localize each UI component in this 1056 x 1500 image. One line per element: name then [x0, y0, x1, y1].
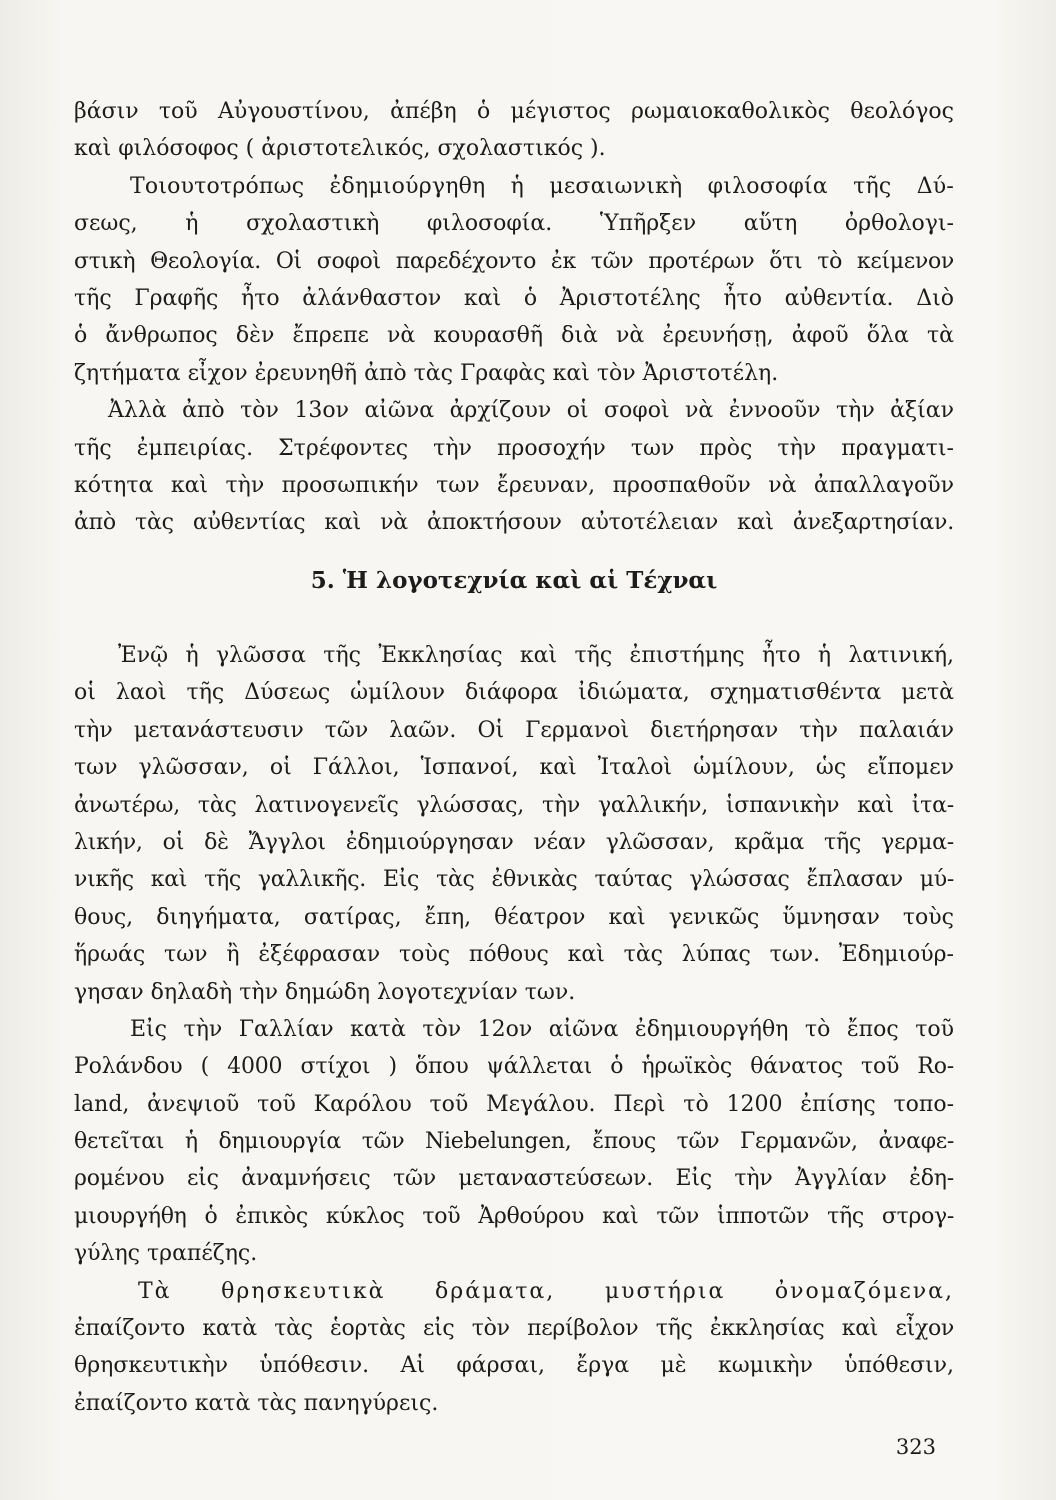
text-line: τὴν μετανάστευσιν τῶν λαῶν. Οἱ Γερμανοὶ διετήρησαν τὴν παλαιάν [74, 717, 954, 743]
text-line: ἐπαίζοντο κατὰ τὰς ἑορτὰς εἰς τὸν περίβολον τῆς ἐκκλησίας καὶ εἶχον [74, 1316, 954, 1342]
page-number: 323 [895, 1435, 936, 1459]
text-line: ἀνωτέρω, τὰς λατινογενεῖς γλώσσας, τὴν γαλλικήν, ἱσπανικὴν καὶ ἰτα- [74, 792, 954, 818]
text-line: καὶ φιλόσοφος ( ἀριστοτελικός, σχολαστικός ). [74, 136, 606, 162]
text-line: Τὰ θρησκευτικὰ δράματα, μυστήρια ὀνομαζόμενα, [138, 1278, 954, 1304]
text-line: γύλης τραπέζης. [74, 1241, 258, 1267]
text-line: ἐπαίζοντο κατὰ τὰς πανηγύρεις. [74, 1390, 439, 1416]
text-line: Ἐνῷ ἡ γλῶσσα τῆς Ἐκκλησίας καὶ τῆς ἐπιστήμης ἦτο ἡ λατινική, [118, 643, 954, 668]
text-line: θετεῖται ἡ δημιουργία τῶν Niebelungen, ἔπους τῶν Γερμανῶν, ἀναφε- [74, 1129, 954, 1155]
body-text-lower [74, 637, 954, 1422]
text-line: ζητήματα εἶχον ἐρευνηθῆ ἀπὸ τὰς Γραφὰς καὶ τὸν Ἀριστοτέλη. [74, 360, 779, 386]
text-line: θρησκευτικὴν ὑπόθεσιν. Αἱ φάρσαι, ἔργα μὲ κωμικὴν ὑπόθεσιν, [74, 1353, 954, 1379]
text-line: λικήν, οἱ δὲ Ἄγγλοι ἐδημιούργησαν νέαν γλῶσσαν, κρᾶμα τῆς γερμα- [74, 829, 954, 855]
text-line: νικῆς καὶ τῆς γαλλικῆς. Εἰς τὰς ἐθνικὰς ταύτας γλώσσας ἔπλασαν μύ- [74, 867, 954, 893]
text-line: ἀπὸ τὰς αὐθεντίας καὶ νὰ ἀποκτήσουν αὐτοτέλειαν καὶ ἀνεξαρτησίαν. [74, 510, 954, 536]
text-line: ἥρωάς των ἢ ἐξέφρασαν τοὺς πόθους καὶ τὰς λύπας των. Ἐδημιούρ- [74, 942, 954, 968]
text-line: βάσιν τοῦ Αὐγουστίνου, ἀπέβη ὁ μέγιστος ρωμαιοκαθολικὸς θεολόγος [74, 99, 954, 124]
section-heading: 5. Ἡ λογοτεχνία καὶ αἱ Τέχναι [310, 567, 718, 594]
text-line: στικὴ Θεολογία. Οἱ σοφοὶ παρεδέχοντο ἐκ τῶν προτέρων ὅτι τὸ κείμενον [74, 248, 954, 274]
text-line: των γλῶσσαν, οἱ Γάλλοι, Ἱσπανοί, καὶ Ἰταλοὶ ὡμίλουν, ὡς εἴπομεν [74, 755, 954, 781]
text-line: τῆς Γραφῆς ἦτο ἀλάνθαστον καὶ ὁ Ἀριστοτέλης ἦτο αὐθεντία. Διὸ [74, 285, 954, 311]
text-line: Εἰς τὴν Γαλλίαν κατὰ τὸν 12ον αἰῶνα ἐδημιουργήθη τὸ ἔπος τοῦ [130, 1016, 954, 1042]
text-line: ρομένου εἰς ἀναμνήσεις τῶν μεταναστεύσεων. Εἰς τὴν Ἀγγλίαν ἐδη- [74, 1166, 954, 1192]
text-line: Ρολάνδου ( 4000 στίχοι ) ὅπου ψάλλεται ὁ ἡρωϊκὸς θάνατος τοῦ Ro- [74, 1054, 954, 1080]
text-line: Τοιουτοτρόπως ἐδημιούργηθη ἡ μεσαιωνικὴ φιλοσοφία τῆς Δύ- [130, 173, 954, 199]
text-line: Ἀλλὰ ἀπὸ τὸν 13ον αἰῶνα ἀρχίζουν οἱ σοφοὶ νὰ ἐννοοῦν τὴν ἀξίαν [108, 398, 954, 424]
text-line: γησαν δηλαδὴ τὴν δημώδη λογοτεχνίαν των. [74, 979, 576, 1005]
text-line: ὁ ἄνθρωπος δὲν ἔπρεπε νὰ κουρασθῆ διὰ νὰ ἐρευνήσῃ, ἀφοῦ ὅλα τὰ [74, 323, 954, 349]
text-line: κότητα καὶ τὴν προσωπικήν των ἔρευναν, προσπαθοῦν νὰ ἀπαλλαγοῦν [74, 472, 954, 498]
text-line: θους, διηγήματα, σατίρας, ἔπη, θέατρον καὶ γενικῶς ὕμνησαν τοὺς [74, 904, 954, 930]
body-text-upper [74, 93, 954, 542]
text-line: σεως, ἡ σχολαστικὴ φιλοσοφία. Ὑπῆρξεν αὕτη ὀρθολογι- [74, 211, 954, 237]
text-line: land, ἀνεψιοῦ τοῦ Καρόλου τοῦ Μεγάλου. Περὶ τὸ 1200 ἐπίσης τοπο- [74, 1091, 954, 1117]
text-line: μιουργήθη ὁ ἐπικὸς κύκλος τοῦ Ἀρθούρου καὶ τῶν ἱπποτῶν τῆς στρογ- [74, 1203, 954, 1229]
text-line: οἱ λαοὶ τῆς Δύσεως ὡμίλουν διάφορα ἰδιώματα, σχηματισθέντα μετὰ [74, 680, 954, 706]
text-line: τῆς ἐμπειρίας. Στρέφοντες τὴν προσοχήν των πρὸς τὴν πραγματι- [74, 435, 954, 461]
